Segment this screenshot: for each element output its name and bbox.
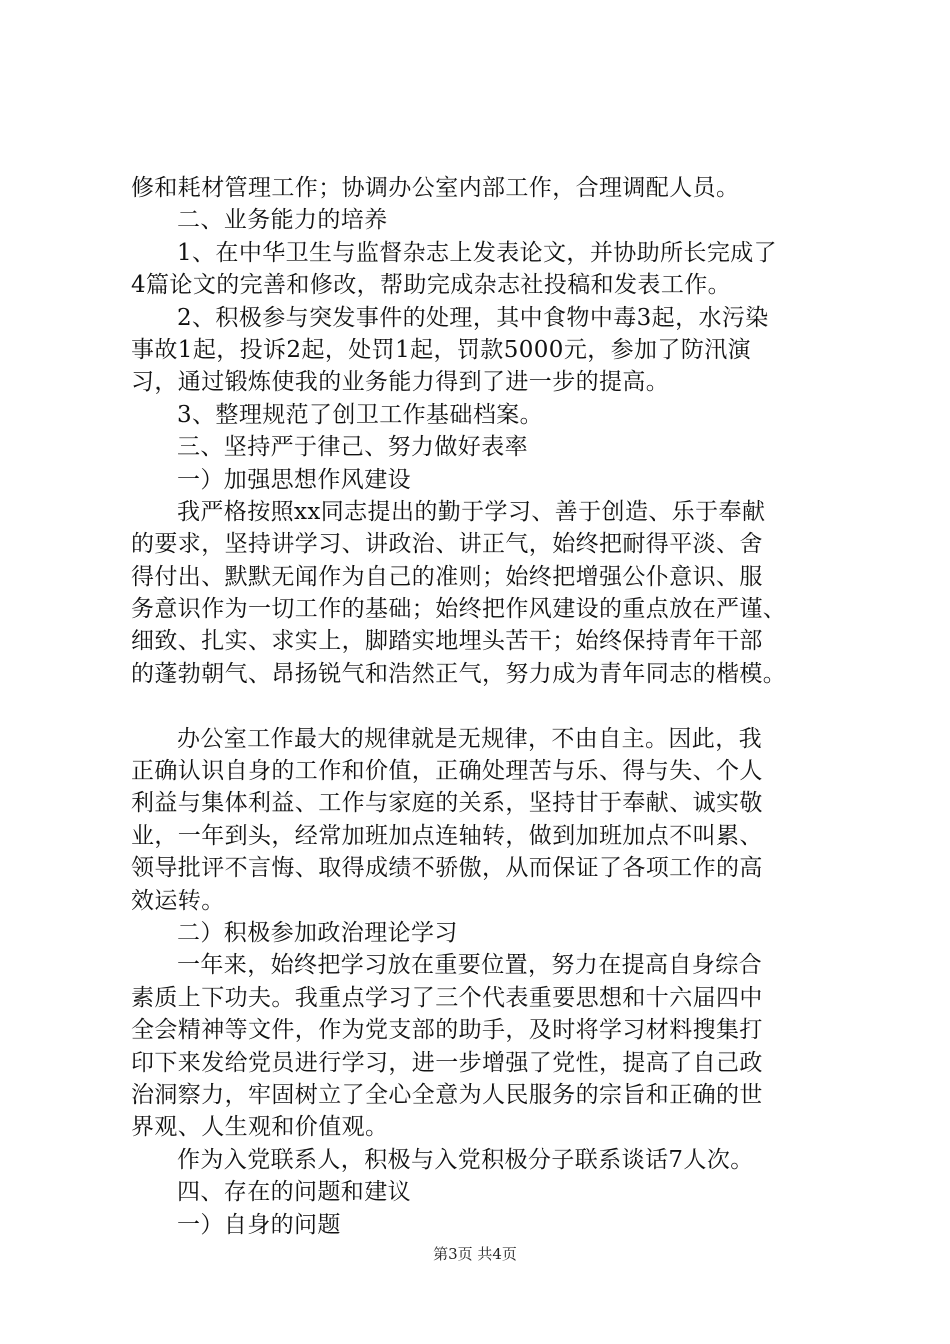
subsection-heading: 一）自身的问题 [177,1211,341,1238]
body-line: 1、在中华卫生与监督杂志上发表论文，并协助所长完成了 [177,239,778,266]
body-line: 务意识作为一切工作的基础；始终把作风建设的重点放在严谨、 [131,596,787,623]
body-line: 效运转。 [131,887,225,914]
body-line: 一年来，始终把学习放在重要位置，努力在提高自身综合 [177,952,762,979]
body-line: 细致、扎实、求实上，脚踏实地埋头苦干；始终保持青年干部 [131,628,763,655]
section-heading: 四、存在的问题和建议 [177,1179,411,1206]
body-line: 界观、人生观和价值观。 [131,1114,389,1141]
body-line: 正确认识自身的工作和价值，正确处理苦与乐、得与失、个人 [131,758,763,785]
body-line: 素质上下功夫。我重点学习了三个代表重要思想和十六届四中 [131,984,763,1011]
body-line: 作为入党联系人，积极与入党积极分子联系谈话7人次。 [177,1146,754,1173]
section-heading: 二、业务能力的培养 [177,207,388,234]
section-heading: 三、坚持严于律己、努力做好表率 [177,434,528,461]
body-line: 我严格按照xx同志提出的勤于学习、善于创造、乐于奉献 [177,498,766,525]
body-line: 的要求，坚持讲学习、讲政治、讲正气，始终把耐得平淡、舍 [131,531,763,558]
subsection-heading: 二）积极参加政治理论学习 [177,919,458,946]
body-line: 3、整理规范了创卫工作基础档案。 [177,401,544,428]
body-line: 得付出、默默无闻作为自己的准则；始终把增强公仆意识、服 [131,563,763,590]
body-line: 习，通过锻炼使我的业务能力得到了进一步的提高。 [131,369,670,396]
body-line: 事故1起，投诉2起，处罚1起，罚款5000元，参加了防汛演 [131,336,752,363]
body-line: 修和耗材管理工作；协调办公室内部工作，合理调配人员。 [131,175,740,201]
document-body [131,172,831,1241]
body-line: 办公室工作最大的规律就是无规律，不由自主。因此，我 [177,725,762,752]
page-number-footer: 第3页 共4页 [433,1245,517,1263]
body-line: 治洞察力，牢固树立了全心全意为人民服务的宗旨和正确的世 [131,1081,763,1108]
body-line: 领导批评不言悔、取得成绩不骄傲，从而保证了各项工作的高 [131,855,763,882]
body-line: 印下来发给党员进行学习，进一步增强了党性，提高了自己政 [131,1049,763,1076]
body-line: 全会精神等文件，作为党支部的助手，及时将学习材料搜集打 [131,1017,763,1044]
body-line: 业，一年到头，经常加班加点连轴转，做到加班加点不叫累、 [131,822,763,849]
paragraph-gap [131,690,831,722]
body-line: 2、积极参与突发事件的处理，其中食物中毒3起，水污染 [177,304,769,331]
body-line: 利益与集体利益、工作与家庭的关系，坚持甘于奉献、诚实敬 [131,790,763,817]
body-line: 4篇论文的完善和修改，帮助完成杂志社投稿和发表工作。 [131,272,732,299]
body-line: 的蓬勃朝气、昂扬锐气和浩然正气，努力成为青年同志的楷模。 [131,660,787,687]
subsection-heading: 一）加强思想作风建设 [177,466,411,493]
